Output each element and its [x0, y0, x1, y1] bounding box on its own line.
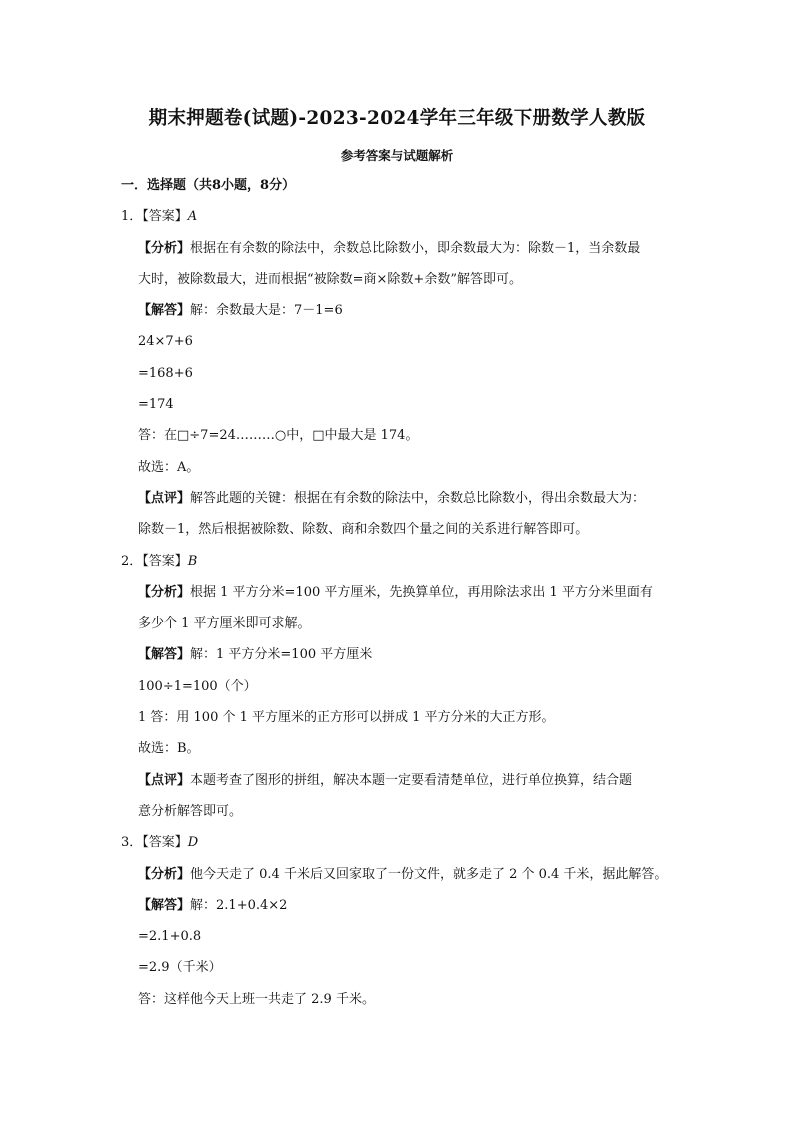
solution-tag: 【解答】 [138, 303, 191, 319]
document-content [0, 176, 794, 1021]
solution-step: 100÷1=100（个） [138, 678, 257, 694]
section-heading: 一．选择题（共8小题，8分） [121, 178, 296, 193]
comment-tag: 【点评】 [138, 772, 191, 788]
comment-line: 意分析解答即可。 [138, 803, 243, 819]
solution-step: =2.9（千米） [138, 960, 222, 976]
analysis-line [0, 865, 794, 896]
question-2-answer-line [0, 552, 794, 583]
solution-line [0, 645, 794, 676]
analysis-tag: 【分析】 [138, 584, 191, 600]
solution-line [0, 301, 794, 332]
solution-tag: 【解答】 [138, 897, 191, 913]
solution-tag: 【解答】 [138, 647, 191, 663]
answer-tag: 【答案】 [142, 553, 188, 569]
solution-text: 解：1 平方分米=100 平方厘米 [190, 647, 373, 663]
analysis-tag: 【分析】 [138, 240, 191, 256]
analysis-text: 他今天走了 0.4 千米后又回家取了一份文件，就多走了 2 个 0.4 千米，据此解答。 [190, 866, 668, 882]
answer-tag: 【答案】 [142, 835, 188, 851]
comment-text: 本题考查了图形的拼组，解决本题一定要看清楚单位，进行单位换算，结合题 [190, 772, 633, 788]
solution-text: 解：2.1+0.4×2 [190, 897, 288, 913]
question-number: 2． [121, 553, 143, 569]
solution-step: 故选：A。 [138, 459, 200, 475]
solution-line [0, 896, 794, 927]
solution-step: 答：在□÷7=24………○中，□中最大是 174。 [138, 428, 419, 444]
question-3-answer-line [0, 833, 794, 864]
solution-step: 24×7+6 [138, 334, 193, 350]
page-title: 期末押题卷(试题)-2023-2024学年三年级下册数学人教版 [148, 108, 646, 129]
comment-line: 除数－1，然后根据被除数、除数、商和余数四个量之间的关系进行解答即可。 [138, 522, 589, 538]
analysis-line: 多少个 1 平方厘米即可求解。 [138, 616, 311, 632]
analysis-text: 根据 1 平方分米=100 平方厘米，先换算单位，再用除法求出 1 平方分米里面有 [190, 584, 653, 600]
analysis-tag: 【分析】 [138, 866, 191, 882]
solution-text: 解：余数最大是：7－1=6 [190, 303, 343, 319]
solution-step: =168+6 [138, 365, 193, 381]
answer-value: A [187, 209, 198, 225]
solution-step: 1 答：用 100 个 1 平方厘米的正方形可以拼成 1 平方分米的大正方形。 [138, 710, 555, 726]
answer-value: D [187, 835, 199, 851]
solution-step: =2.1+0.8 [138, 929, 202, 945]
page-subtitle: 参考答案与试题解析 [340, 148, 454, 163]
comment-line [0, 489, 794, 520]
analysis-line [0, 239, 794, 270]
solution-step: 答：这样他今天上班一共走了 2.9 千米。 [138, 991, 375, 1007]
comment-text: 解答此题的关键：根据在有余数的除法中，余数总比除数小，得出余数最大为： [190, 490, 646, 506]
analysis-text: 根据在有余数的除法中，余数总比除数小，即余数最大为：除数－1，当余数最 [190, 240, 641, 256]
analysis-line: 大时，被除数最大，进而根据“被除数=商×除数+余数”解答即可。 [138, 271, 522, 287]
comment-tag: 【点评】 [138, 490, 191, 506]
question-1-answer-line [0, 207, 794, 238]
answer-value: B [187, 553, 198, 569]
solution-step: =174 [138, 397, 174, 413]
solution-step: 故选：B。 [138, 741, 200, 757]
question-number: 1． [121, 209, 143, 225]
comment-line [0, 771, 794, 802]
question-number: 3． [121, 835, 143, 851]
analysis-line [0, 583, 794, 614]
answer-tag: 【答案】 [142, 209, 188, 225]
